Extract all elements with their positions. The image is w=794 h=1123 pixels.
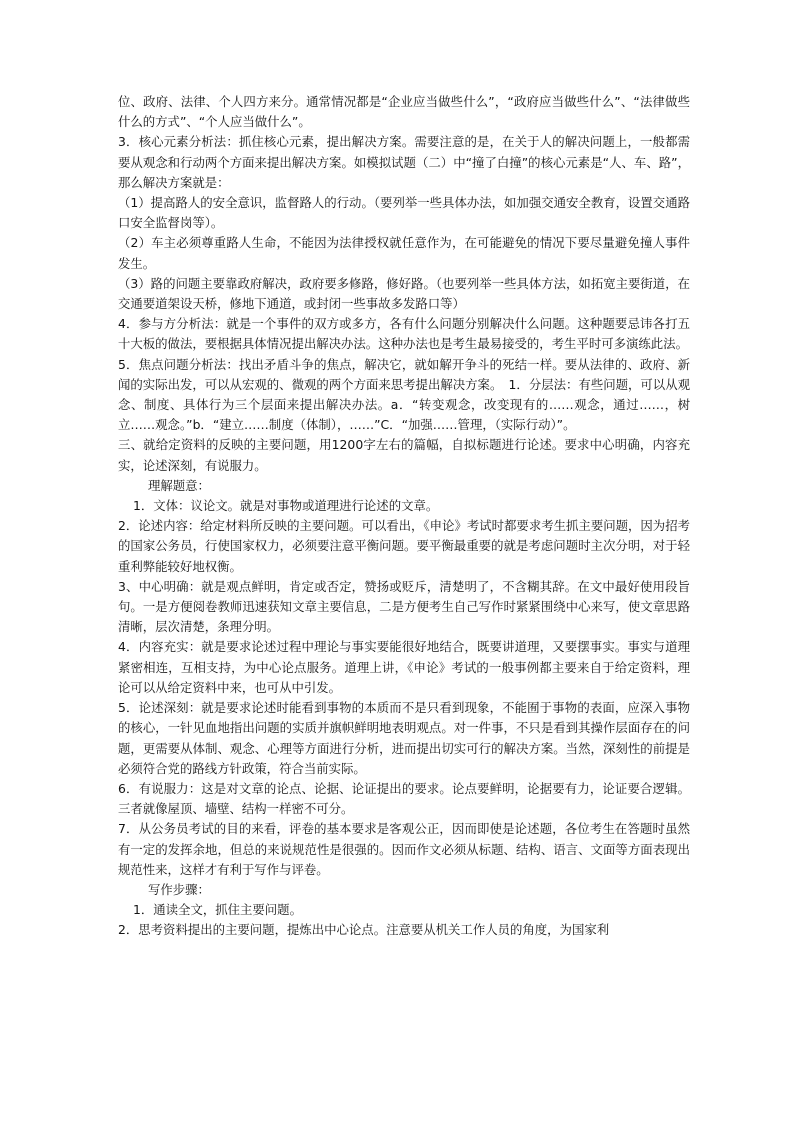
paragraph-depth: 5．论述深刻：就是要求论述时能看到事物的本质而不是只看到现象，不能囿于事物的表面，应深入事物的核心，一针见血地指出问题的实质并旗帜鲜明地表明观点。对一件事，不只是看到其操作层面存在的问题，更需要从体制、观念、心理等方面进行分析，进而提出切实可行的解决方案。当然，深刻性的前提是必须符合党的路线方针政策，符合当前实际。 [118,700,690,776]
paragraph-writing-steps-heading: 写作步骤： [148,881,210,897]
paragraph-focus-method: 5．焦点问题分析法：找出矛盾斗争的焦点，解决它，就如解开争斗的死结一样。要从法律的、政府、新闻的实际出发，可以从宏观的、微观的两个方面来思考提出解决方案。 1．分层法：有些问题，可以从观念、制度、具体行为三个层面来提出解决办法。a．“转变观念，改变现有的……观念，通过……，树立……观念。”b．“建立……制度（体制），……”C．“加强……管理，（实际行动）”。 [118,356,690,433]
paragraph-step-two: 2．思考资料提出的主要问题，提炼出中心论点。注意要从机关工作人员的角度，为国家利 [118,922,610,938]
paragraph-genre: 1．文体：议论文。就是对事物或道理进行论述的文章。 [133,498,439,514]
document-page [118,92,690,941]
paragraph-core-element-method: 3．核心元素分析法：抓住核心元素，提出解决方案。需要注意的是，在关于人的解决问题上，一般都需要从观念和行动两个方面来提出解决方案。如模拟试题（二）中“撞了白撞”的核心元素是“人、车、路”，那么解决方案就是： [118,134,690,190]
paragraph-participant-method: 4．参与方分析法：就是一个事件的双方或多方，各有什么问题分别解决什么问题。这种题要忌讳各打五十大板的做法，要根据具体情况提出解决办法。这种办法也是考生最易接受的，考生平时可多演练此法。 [118,316,690,352]
paragraph-parties-continued: 位、政府、法律、个人四方来分。通常情况都是“企业应当做些什么”，“政府应当做些什么”、“法律做些什么的方式”、“个人应当做什么”。 [118,94,690,130]
paragraph-step-one: 1．通读全文，抓住主要问题。 [133,902,302,918]
paragraph-substantive: 4．内容充实：就是要求论述过程中理论与事实要能很好地结合，既要讲道理，又要摆事实。事实与道理紧密相连，互相支持，为中心论点服务。道理上讲，《申论》考试的一般事例都主要来自于给定资料，理论可以从给定资料中来，也可从中引发。 [118,639,690,695]
paragraph-solution-pedestrians: （1）提高路人的安全意识，监督路人的行动。（要列举一些具体办法，如加强交通安全教育，设置交通路口安全监督岗等）。 [118,195,690,231]
paragraph-solution-roads: （3）路的问题主要靠政府解决，政府要多修路，修好路。（也要列举一些具体方法，如拓宽主要街道，在交通要道架设天桥，修地下通道，或封闭一些事故多发路口等） [118,275,690,312]
paragraph-understand-heading: 理解题意： [148,477,210,493]
paragraph-exam-purpose: 7．从公务员考试的目的来看，评卷的基本要求是客观公正，因而即使是论述题，各位考生在答题时虽然有一定的发挥余地，但总的来说规范性是很强的。因而作文必须从标题、结构、语言、文面等方面表现出规范性来，这样才有利于写作与评卷。 [118,821,690,877]
paragraph-clear-center: 3、中心明确：就是观点鲜明，肯定或否定，赞扬或贬斥，清楚明了，不含糊其辞。在文中最好使用段旨句。一是方便阅卷教师迅速获知文章主要信息，二是方便考生自己写作时紧紧围绕中心来写，使文章思路清晰，层次清楚，条理分明。 [118,578,690,635]
paragraph-section-three-heading: 三、就给定资料的反映的主要问题，用1200字左右的篇幅，自拟标题进行论述。要求中心明确，内容充实，论述深刻，有说服力。 [118,437,690,473]
paragraph-content: 2．论述内容：给定材料所反映的主要问题。可以看出，《申论》考试时都要求考生抓主要问题，因为招考的国家公务员，行使国家权力，必须要注意平衡问题。要平衡最重要的就是考虑问题时主次分明，对于轻重利弊能较好地权衡。 [118,518,690,574]
paragraph-persuasive: 6．有说服力：这是对文章的论点、论据、论证提出的要求。论点要鲜明，论据要有力，论证要合逻辑。三者就像屋顶、墙壁、结构一样密不可分。 [118,780,690,817]
paragraph-solution-drivers: （2）车主必须尊重路人生命，不能因为法律授权就任意作为，在可能避免的情况下要尽量避免撞人事件发生。 [118,235,690,271]
